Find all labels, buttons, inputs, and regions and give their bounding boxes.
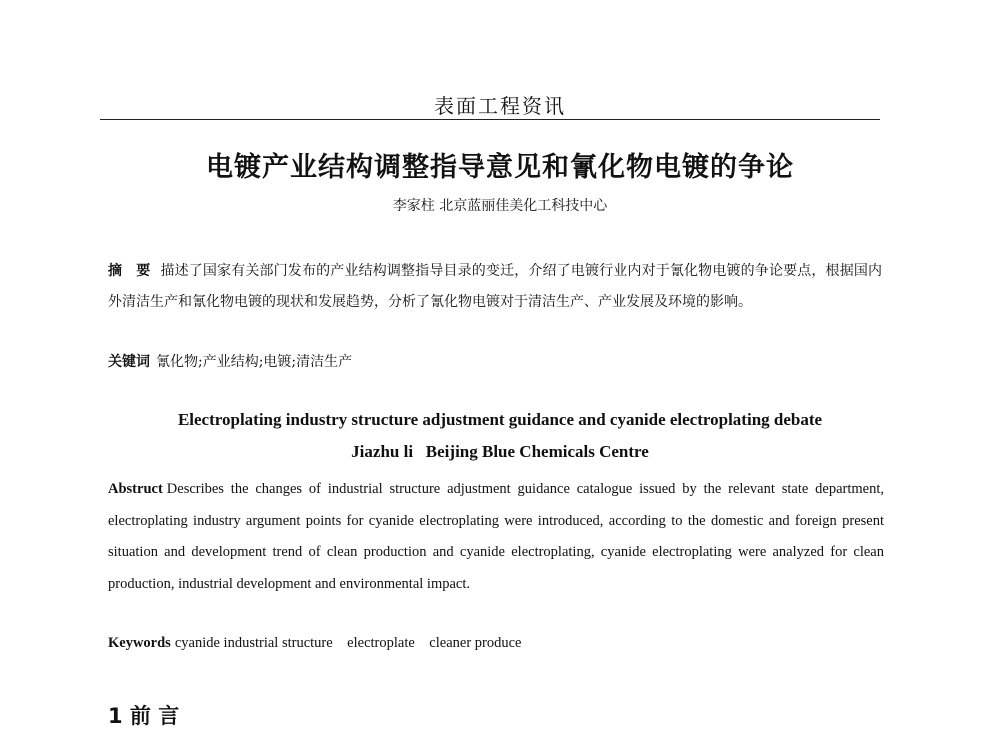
section-1-heading: 1 前 言: [108, 704, 180, 728]
english-abstract-label: Abstruct: [108, 481, 163, 497]
english-keywords-label: Keywords: [108, 635, 171, 651]
chinese-keywords-label: 关键词: [108, 354, 150, 370]
english-keywords: [108, 632, 884, 654]
english-abstract-text: Describes the changes of industrial structure adjustment guidance catalogue issued by the relevant state department, electroplating industry argument points for cyanide electroplating were introduced, according to the domestic and foreign present situation and development trend of clean production and cyanide electroplating, cyanide electroplating were analyzed for clean production, industrial development and environmental impact.: [108, 481, 884, 592]
chinese-title: 电镀产业结构调整指导意见和氰化物电镀的争论: [206, 152, 794, 183]
english-abstract: [108, 474, 884, 600]
english-keywords-text: cyanide industrial structure electroplate cleaner produce: [174, 635, 522, 651]
chinese-keywords-text: 氰化物;产业结构;电镀;清洁生产: [156, 354, 353, 370]
chinese-authors: 李家柱 北京蓝丽佳美化工科技中心: [392, 198, 608, 214]
chinese-abstract-label: 摘 要: [108, 263, 151, 279]
header-rule: [100, 119, 880, 120]
chinese-keywords: [108, 350, 882, 374]
journal-section-header: 表面工程资讯: [434, 94, 566, 118]
chinese-abstract: [108, 256, 882, 318]
english-title: Electroplating industry structure adjustment guidance and cyanide electroplating debate: [177, 410, 823, 429]
english-authors: Jiazhu li Beijing Blue Chemicals Centre: [351, 442, 649, 461]
chinese-abstract-text: 描述了国家有关部门发布的产业结构调整指导目录的变迁，介绍了电镀行业内对于氰化物电镀的争论要点，根据国内外清洁生产和氰化物电镀的现状和发展趋势，分析了氰化物电镀对于清洁生产、产业发展及环境的影响。: [108, 263, 882, 310]
